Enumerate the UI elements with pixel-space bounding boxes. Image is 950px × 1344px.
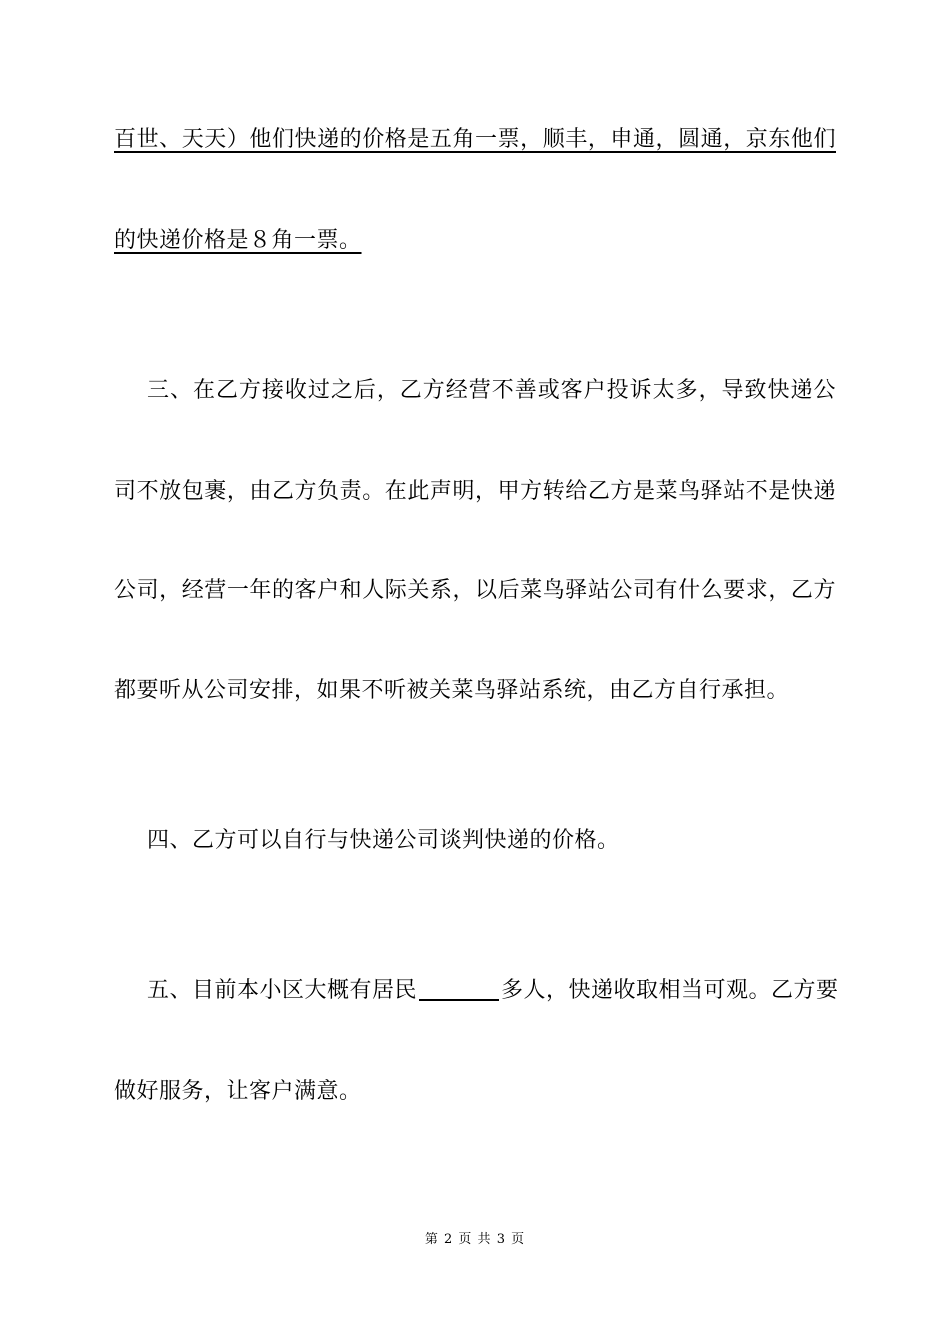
clause3-line-2: 司不放包裹，由乙方负责。在此声明，甲方转给乙方是菜鸟驿站不是快递	[114, 479, 836, 504]
clause3-line-3: 公司，经营一年的客户和人际关系，以后菜鸟驿站公司有什么要求，乙方	[114, 578, 836, 603]
resident-count-blank	[419, 977, 499, 1001]
clause5-line-2: 做好服务，让客户满意。	[114, 1079, 362, 1104]
clause5-line-1	[147, 976, 839, 1006]
clause5-text-before-blank: 五、目前本小区大概有居民	[147, 978, 418, 1003]
clause2-line-1: 百世、天天）他们快递的价格是五角一票，顺丰，申通，圆通，京东他们	[114, 127, 836, 152]
clause5-text-after-blank: 多人，快递收取相当可观。乙方要	[501, 978, 839, 1003]
page-number-footer: 第 2 页 共 3 页	[424, 1232, 526, 1247]
clause4-line-1: 四、乙方可以自行与快递公司谈判快递的价格。	[147, 828, 620, 853]
clause3-line-1: 三、在乙方接收过之后，乙方经营不善或客户投诉太多，导致快递公	[147, 378, 836, 403]
clause3-line-4: 都要听从公司安排，如果不听被关菜鸟驿站系统，由乙方自行承担。	[114, 678, 790, 703]
clause2-line-2: 的快递价格是８角一票。	[114, 228, 362, 253]
